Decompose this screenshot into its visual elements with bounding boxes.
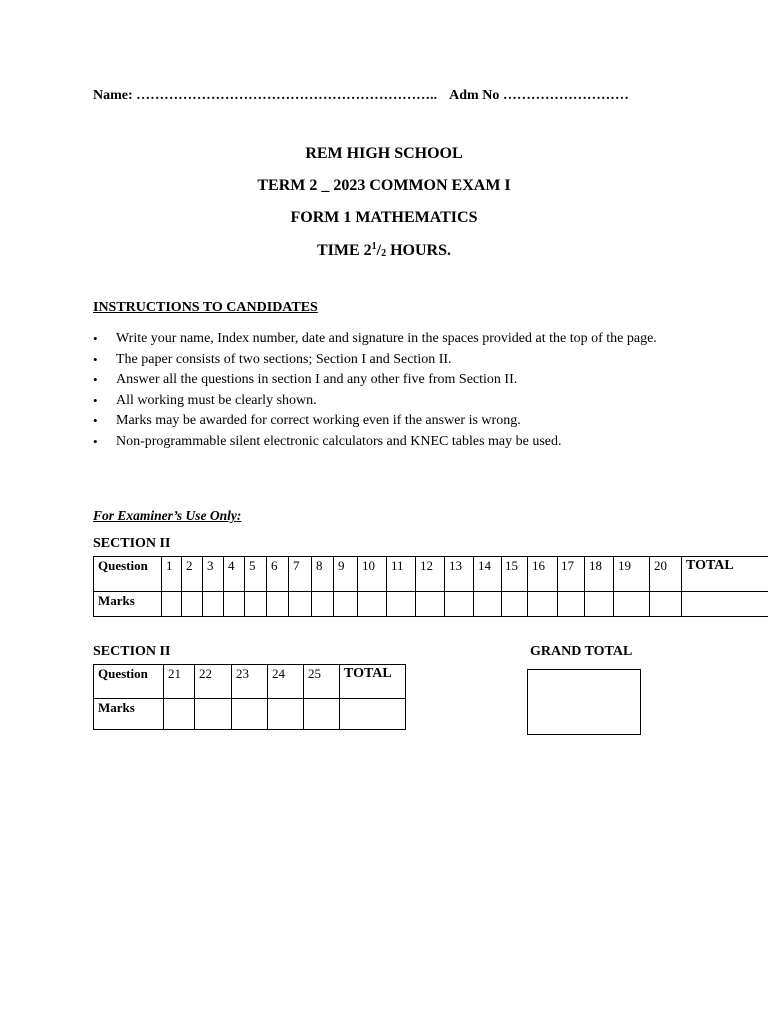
adm-no-field-label[interactable]: Adm No ……………………… (449, 88, 629, 103)
question-number: 19 (614, 557, 650, 592)
time-title (0, 242, 768, 260)
marks-cell[interactable] (528, 592, 558, 617)
subject-title: FORM 1 MATHEMATICS (290, 209, 478, 226)
instruction-item: • The paper consists of two sections; Section I and Section II. (93, 350, 683, 369)
time-fraction-slash: / (376, 242, 382, 259)
total-header: TOTAL (340, 665, 406, 699)
marks-row (94, 699, 406, 730)
question-number: 2 (182, 557, 203, 592)
marks-cell[interactable] (614, 592, 650, 617)
question-number: 18 (585, 557, 614, 592)
question-number: 14 (474, 557, 502, 592)
marks-cell[interactable] (416, 592, 445, 617)
question-row-label: Question (94, 665, 164, 699)
question-row-label: Question (94, 557, 162, 592)
marks-cell[interactable] (162, 592, 182, 617)
question-number: 23 (232, 665, 268, 699)
marks-cell[interactable] (195, 699, 232, 730)
marks-cell[interactable] (312, 592, 334, 617)
question-number: 11 (387, 557, 416, 592)
time-suffix: HOURS. (386, 242, 452, 259)
marks-row-label: Marks (94, 699, 164, 730)
grand-total-label: GRAND TOTAL (530, 644, 633, 659)
section-two-marks-table (93, 664, 406, 730)
question-number: 21 (164, 665, 195, 699)
marks-cell[interactable] (245, 592, 267, 617)
instruction-item: • Marks may be awarded for correct working even if the answer is wrong. (93, 411, 683, 430)
marks-cell[interactable] (232, 699, 268, 730)
question-number: 4 (224, 557, 245, 592)
school-name: REM HIGH SCHOOL (305, 145, 463, 162)
question-number: 16 (528, 557, 558, 592)
question-number: 25 (304, 665, 340, 699)
question-number: 22 (195, 665, 232, 699)
question-number: 17 (558, 557, 585, 592)
total-header: TOTAL (682, 557, 768, 592)
question-number: 12 (416, 557, 445, 592)
marks-cell[interactable] (650, 592, 682, 617)
marks-cell[interactable] (289, 592, 312, 617)
question-number: 8 (312, 557, 334, 592)
marks-cell[interactable] (224, 592, 245, 617)
total-marks-cell[interactable] (340, 699, 406, 730)
grand-total-box[interactable] (527, 669, 641, 735)
marks-cell[interactable] (502, 592, 528, 617)
time-prefix: TIME 2 (316, 242, 372, 259)
marks-cell[interactable] (558, 592, 585, 617)
instruction-item: • Non-programmable silent electronic calculators and KNEC tables may be used. (93, 432, 683, 451)
name-adm-line (93, 88, 629, 104)
total-marks-cell[interactable] (682, 592, 768, 617)
instruction-item: • All working must be clearly shown. (93, 391, 683, 410)
time-fraction-numerator: 1 (371, 241, 377, 252)
marks-cell[interactable] (445, 592, 474, 617)
marks-cell[interactable] (203, 592, 224, 617)
marks-row (94, 592, 768, 617)
section-one-marks-table (93, 556, 768, 617)
marks-cell[interactable] (474, 592, 502, 617)
marks-row-label: Marks (94, 592, 162, 617)
marks-cell[interactable] (387, 592, 416, 617)
question-number: 3 (203, 557, 224, 592)
question-number: 5 (245, 557, 267, 592)
instruction-item: • Answer all the questions in section I and any other five from Section II. (93, 370, 683, 389)
marks-cell[interactable] (268, 699, 304, 730)
question-number: 10 (358, 557, 387, 592)
marks-cell[interactable] (164, 699, 195, 730)
instructions-heading: INSTRUCTIONS TO CANDIDATES (93, 300, 318, 315)
question-row (94, 557, 768, 592)
section-one-label: SECTION II (93, 536, 171, 551)
question-number: 13 (445, 557, 474, 592)
section-two-label: SECTION II (93, 644, 171, 659)
marks-cell[interactable] (182, 592, 203, 617)
marks-cell[interactable] (304, 699, 340, 730)
marks-cell[interactable] (267, 592, 289, 617)
question-number: 1 (162, 557, 182, 592)
question-number: 20 (650, 557, 682, 592)
instruction-item: • Write your name, Index number, date and signature in the spaces provided at the top of the page. (93, 329, 683, 348)
name-field-label[interactable]: Name: ……………………………………………………….. (93, 88, 438, 103)
time-fraction-denominator: 2 (381, 248, 387, 259)
marks-cell[interactable] (585, 592, 614, 617)
question-number: 6 (267, 557, 289, 592)
question-number: 15 (502, 557, 528, 592)
exam-title: TERM 2 _ 2023 COMMON EXAM I (257, 177, 511, 194)
marks-cell[interactable] (358, 592, 387, 617)
instructions-list (93, 329, 683, 452)
question-row (94, 665, 406, 699)
question-number: 9 (334, 557, 358, 592)
question-number: 24 (268, 665, 304, 699)
marks-cell[interactable] (334, 592, 358, 617)
examiner-use-label: For Examiner’s Use Only: (93, 508, 242, 523)
question-number: 7 (289, 557, 312, 592)
